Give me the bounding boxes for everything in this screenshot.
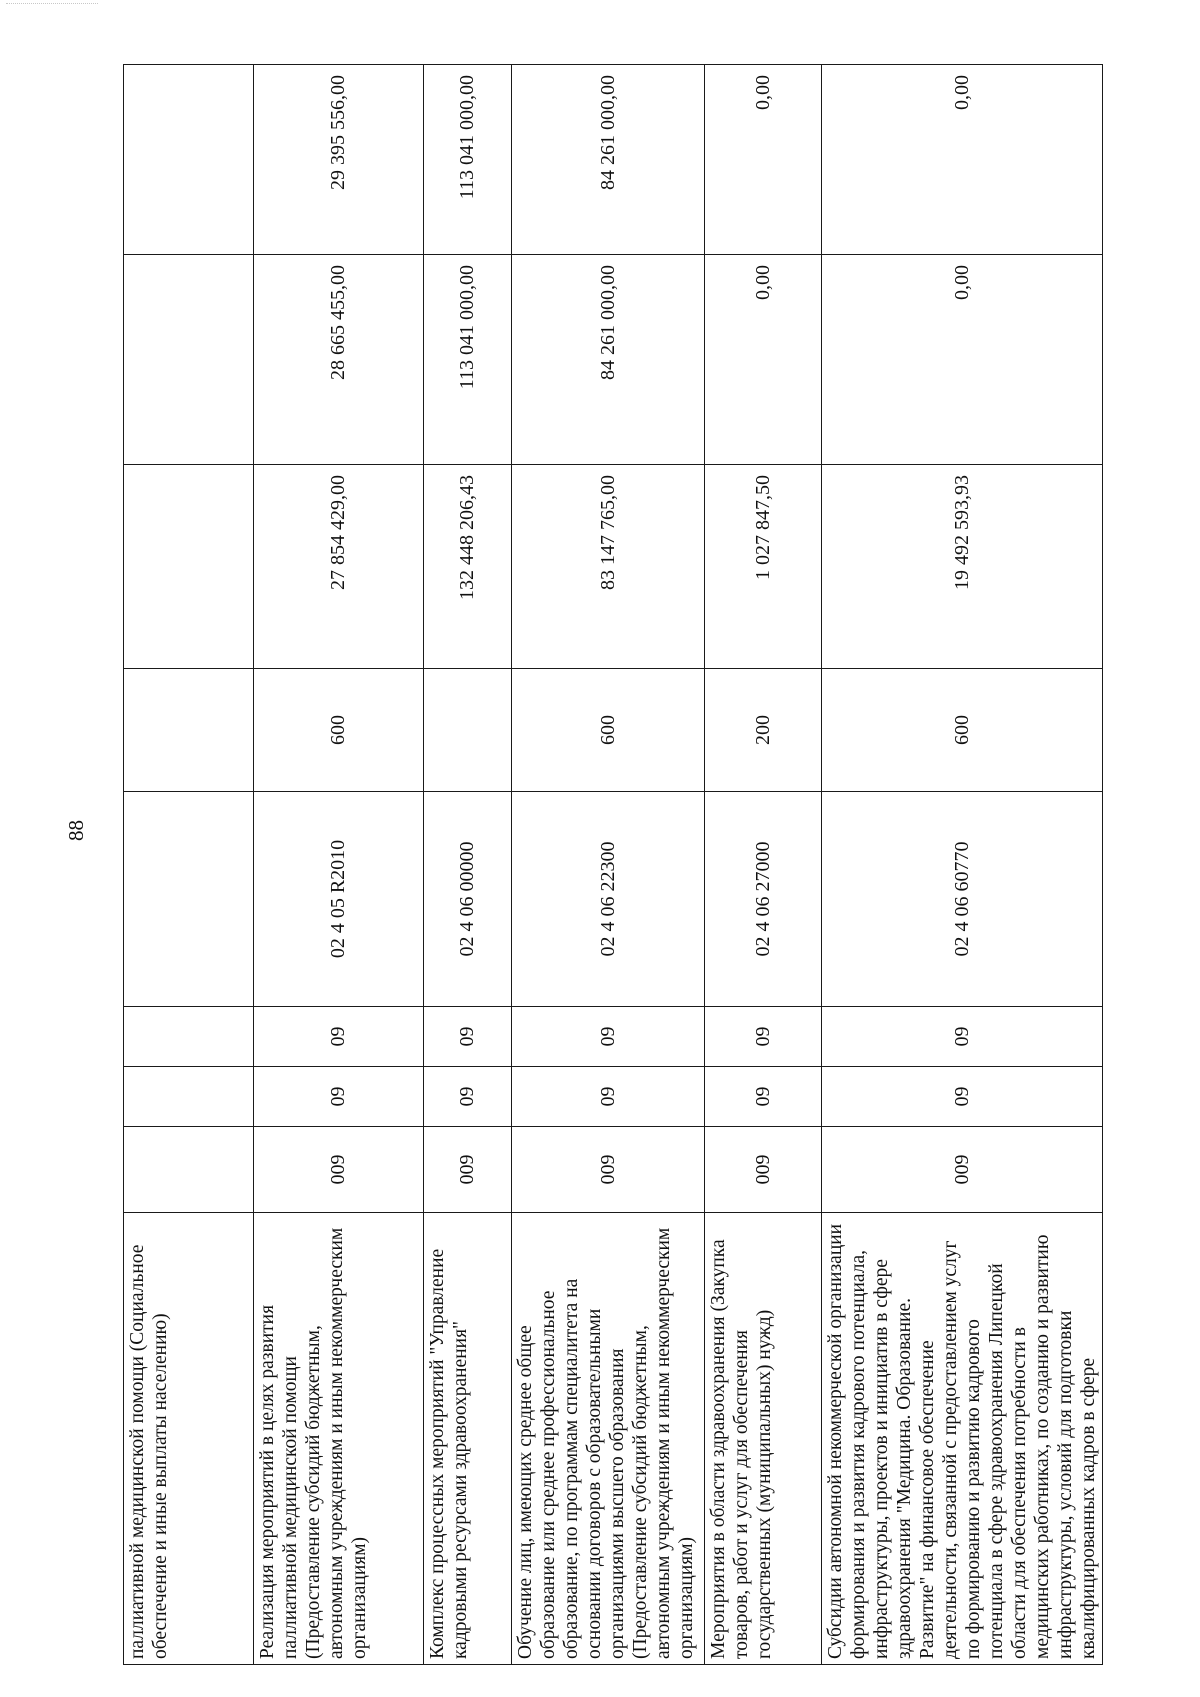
amount-year-1: 27 854 429,00 <box>254 465 424 669</box>
expense-type-code: 600 <box>254 669 424 792</box>
row-name: Реализация мероприятий в целях развития паллиативной медицинской помощи (Предоставление субсидий бюджетным, автономным учреждениям и иным некоммерческим организациям) <box>254 1213 424 1665</box>
table-row <box>254 65 424 1665</box>
grbs-code: 009 <box>705 1127 822 1213</box>
target-article-code: 02 4 06 00000 <box>424 792 512 1007</box>
table-row <box>124 65 254 1665</box>
grbs-code: 009 <box>424 1127 512 1213</box>
expense-type-code <box>424 669 512 792</box>
target-article-code <box>124 792 254 1007</box>
section-code: 09 <box>705 1067 822 1127</box>
amount-year-2: 84 261 000,00 <box>512 255 705 465</box>
amount-year-3: 0,00 <box>705 65 822 255</box>
row-name: Обучение лиц, имеющих среднее общее образование или среднее профессиональное образование, по программам специалитета на основании договоров с образовательными организациями высшего образования (Предоставление субсидий бюджетным, автономным учреждениям и иным некоммерческим организациям) <box>512 1213 705 1665</box>
subsection-code: 09 <box>424 1007 512 1067</box>
amount-year-2 <box>124 255 254 465</box>
section-code <box>124 1067 254 1127</box>
table-row <box>705 65 822 1665</box>
section-code: 09 <box>424 1067 512 1127</box>
amount-year-3: 84 261 000,00 <box>512 65 705 255</box>
subsection-code: 09 <box>512 1007 705 1067</box>
grbs-code: 009 <box>822 1127 1103 1213</box>
amount-year-1: 132 448 206,43 <box>424 465 512 669</box>
subsection-code: 09 <box>705 1007 822 1067</box>
amount-year-1: 1 027 847,50 <box>705 465 822 669</box>
grbs-code: 009 <box>512 1127 705 1213</box>
target-article-code: 02 4 06 60770 <box>822 792 1103 1007</box>
expense-type-code: 200 <box>705 669 822 792</box>
expense-type-code <box>124 669 254 792</box>
amount-year-3: 0,00 <box>822 65 1103 255</box>
amount-year-3 <box>124 65 254 255</box>
table-row <box>424 65 512 1665</box>
section-code: 09 <box>254 1067 424 1127</box>
amount-year-2: 28 665 455,00 <box>254 255 424 465</box>
amount-year-2: 113 041 000,00 <box>424 255 512 465</box>
section-code: 09 <box>822 1067 1103 1127</box>
row-name: паллиативной медицинской помощи (Социальное обеспечение и иные выплаты населению) <box>124 1213 254 1665</box>
budget-table <box>123 64 1103 1665</box>
budget-table-rotated <box>123 65 1099 1665</box>
table-body <box>124 65 1103 1665</box>
row-name: Комплекс процессных мероприятий "Управление кадровыми ресурсами здравоохранения" <box>424 1213 512 1665</box>
expense-type-code: 600 <box>822 669 1103 792</box>
table-row <box>822 65 1103 1665</box>
grbs-code <box>124 1127 254 1213</box>
amount-year-3: 29 395 556,00 <box>254 65 424 255</box>
row-name: Мероприятия в области здравоохранения (Закупка товаров, работ и услуг для обеспечения государственных (муниципальных) нужд) <box>705 1213 822 1665</box>
amount-year-1 <box>124 465 254 669</box>
amount-year-1: 19 492 593,93 <box>822 465 1103 669</box>
section-code: 09 <box>512 1067 705 1127</box>
page-number: 88 <box>64 820 88 841</box>
grbs-code: 009 <box>254 1127 424 1213</box>
amount-year-1: 83 147 765,00 <box>512 465 705 669</box>
target-article-code: 02 4 06 27000 <box>705 792 822 1007</box>
amount-year-3: 113 041 000,00 <box>424 65 512 255</box>
row-name: Субсидии автономной некоммерческой организации формирования и развития кадрового потенциала, инфраструктуры, проектов и инициатив в сфере здравоохранения "Медицина. Образование. Развитие" на финансовое обеспечение деятельности, связанной с предоставлением услуг по формированию и развитию кадрового потенциала в сфере здравоохранения Липецкой области для обеспечения потребности в медицинских работниках, по созданию и развитию инфраструктуры, условий для подготовки квалифицированных кадров в сфере <box>822 1213 1103 1665</box>
scan-header-mark <box>6 3 98 9</box>
target-article-code: 02 4 06 22300 <box>512 792 705 1007</box>
table-row <box>512 65 705 1665</box>
subsection-code: 09 <box>254 1007 424 1067</box>
expense-type-code: 600 <box>512 669 705 792</box>
subsection-code: 09 <box>822 1007 1103 1067</box>
amount-year-2: 0,00 <box>822 255 1103 465</box>
subsection-code <box>124 1007 254 1067</box>
amount-year-2: 0,00 <box>705 255 822 465</box>
target-article-code: 02 4 05 R2010 <box>254 792 424 1007</box>
